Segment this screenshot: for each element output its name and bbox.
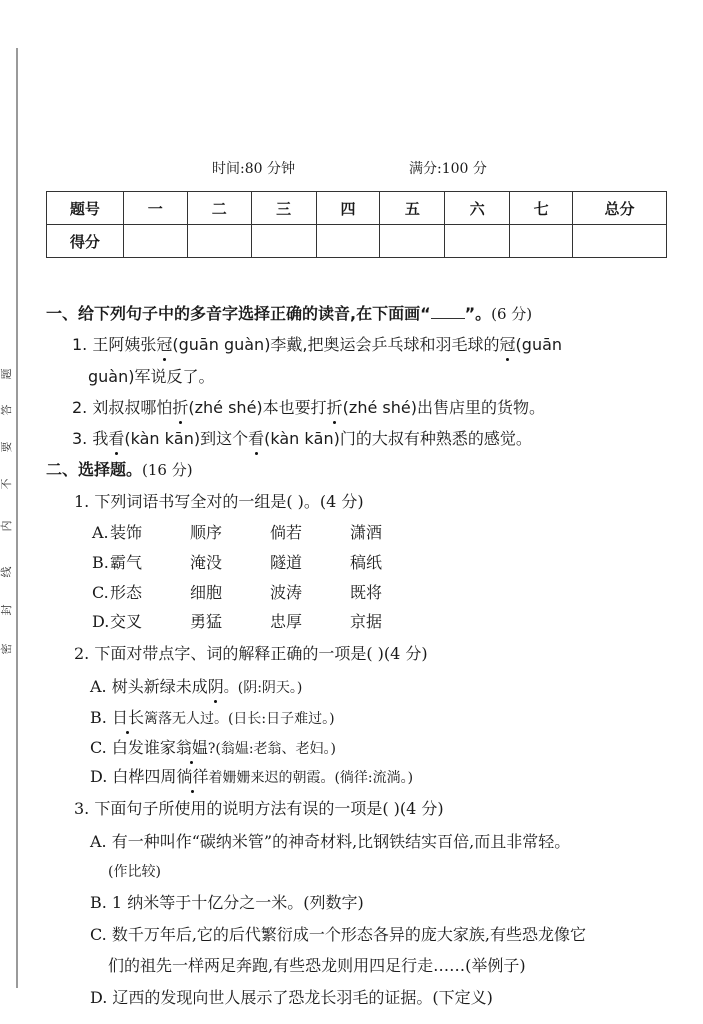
s2-q2-stem: 2. 下面对带点字、词的解释正确的一项是( )(4 分) bbox=[74, 644, 428, 663]
score-cell[interactable] bbox=[573, 225, 667, 258]
option-label: B. bbox=[92, 553, 109, 572]
score-cell[interactable] bbox=[316, 225, 380, 258]
underline-sample bbox=[431, 304, 465, 319]
option-word: 波涛 bbox=[270, 583, 303, 602]
header-cell: 三 bbox=[251, 192, 316, 225]
section2-title-text: 二、选择题。 bbox=[46, 460, 143, 479]
header-cell: 一 bbox=[123, 192, 187, 225]
dotted-char: 冠 bbox=[499, 335, 516, 354]
text: ?(翁媪:老翁、老妇。) bbox=[207, 741, 337, 757]
score-table-score-row bbox=[47, 225, 667, 258]
s2-q1-option-a[interactable] bbox=[92, 523, 430, 543]
s2-q3-option-a[interactable]: A. 有一种叫作“碳纳米管”的神奇材料,比钢铁结实百倍,而且非常轻。 bbox=[90, 832, 571, 851]
text: 1. 王阿姨张 bbox=[72, 335, 157, 354]
exam-time: 时间:80 分钟 bbox=[212, 161, 295, 177]
binding-margin-line bbox=[16, 48, 18, 988]
section1-title-text: 一、给下列句子中的多音字选择正确的读音,在下面画“ bbox=[46, 304, 431, 323]
score-cell[interactable] bbox=[187, 225, 251, 258]
option-word: 倘若 bbox=[270, 523, 303, 542]
score-cell[interactable] bbox=[123, 225, 187, 258]
option-word: 淹没 bbox=[190, 553, 223, 572]
header-cell: 题号 bbox=[47, 192, 124, 225]
s2-q2-option-b[interactable] bbox=[90, 708, 335, 729]
option-word: 潇酒 bbox=[350, 523, 383, 542]
option-word: 勇猛 bbox=[190, 612, 223, 631]
seal-line-char: 密 bbox=[0, 643, 13, 655]
text: C. 白发谁家 bbox=[90, 738, 176, 757]
dotted-char: 阴 bbox=[207, 677, 224, 696]
header-cell: 四 bbox=[316, 192, 380, 225]
s2-q3-stem: 3. 下面句子所使用的说明方法有误的一项是( )(4 分) bbox=[74, 799, 444, 818]
seal-line-char: 题 bbox=[0, 368, 13, 380]
seal-line-char: 要 bbox=[0, 441, 13, 453]
score-table bbox=[46, 191, 667, 258]
seal-line-char: 内 bbox=[0, 520, 13, 532]
option-word: 装饰 bbox=[110, 523, 143, 542]
option-word: 京据 bbox=[350, 612, 383, 631]
s2-q3-option-d[interactable]: D. 辽西的发现向世人展示了恐龙长羽毛的证据。(下定义) bbox=[90, 988, 493, 1007]
section1-title bbox=[46, 304, 532, 324]
header-cell: 五 bbox=[380, 192, 445, 225]
option-word: 形态 bbox=[110, 583, 143, 602]
s2-q2-option-a[interactable] bbox=[90, 677, 302, 698]
seal-line-char: 封 bbox=[0, 604, 13, 616]
seal-line-char: 线 bbox=[0, 566, 13, 578]
row-label: 得分 bbox=[47, 225, 124, 258]
dotted-char: 折 bbox=[172, 398, 189, 417]
s2-q3-option-c-cont: 们的祖先一样两足奔跑,有些恐龙则用四足行走……(举例子) bbox=[108, 956, 526, 975]
text: A. 树头新绿未成 bbox=[90, 677, 208, 696]
dotted-char: 翁媪 bbox=[175, 738, 208, 757]
section2-score: (16 分) bbox=[142, 461, 193, 479]
text: 3. 我 bbox=[72, 429, 109, 448]
text: 着姗姗来迟的朝霞。(徜徉:流淌。) bbox=[208, 770, 414, 786]
score-cell[interactable] bbox=[445, 225, 510, 258]
dotted-char: 看 bbox=[248, 429, 265, 448]
text: (guān bbox=[515, 335, 563, 354]
header-cell: 七 bbox=[510, 192, 573, 225]
s2-q1-stem: 1. 下列词语书写全对的一组是( )。(4 分) bbox=[74, 492, 364, 511]
s2-q1-option-d[interactable] bbox=[92, 612, 430, 632]
text: (zhé shé)出售店里的货物。 bbox=[342, 398, 545, 417]
header-cell: 六 bbox=[445, 192, 510, 225]
s2-q3-option-c[interactable]: C. 数千万年后,它的后代繁衍成一个形态各异的庞大家族,有些恐龙像它 bbox=[90, 925, 587, 944]
header-cell: 二 bbox=[187, 192, 251, 225]
text: 篱落无人过。(日长:日子难过。) bbox=[143, 711, 335, 727]
option-word: 隧道 bbox=[270, 553, 303, 572]
text: 2. 刘叔叔哪怕 bbox=[72, 398, 173, 417]
text: B. bbox=[90, 708, 112, 727]
text: (kàn kān)门的大叔有种熟悉的感觉。 bbox=[264, 429, 532, 448]
score-cell[interactable] bbox=[251, 225, 316, 258]
section1-score: (6 分) bbox=[491, 305, 533, 323]
option-word: 忠厚 bbox=[270, 612, 303, 631]
s2-q1-option-b[interactable] bbox=[92, 553, 430, 573]
section1-title-end: ”。 bbox=[464, 304, 492, 323]
option-word: 顺序 bbox=[190, 523, 223, 542]
dotted-char: 日长 bbox=[111, 708, 144, 727]
option-word: 霸气 bbox=[110, 553, 143, 572]
s2-q3-option-a-cont: (作比较) bbox=[108, 864, 161, 880]
option-label: A. bbox=[92, 523, 109, 542]
score-cell[interactable] bbox=[380, 225, 445, 258]
s1-q1-line2: guàn)军说反了。 bbox=[88, 367, 215, 386]
header-cell: 总分 bbox=[573, 192, 667, 225]
option-word: 细胞 bbox=[190, 583, 223, 602]
score-cell[interactable] bbox=[510, 225, 573, 258]
s1-q1-line1 bbox=[72, 335, 562, 355]
text: 。(阴:阴天。) bbox=[223, 680, 303, 696]
s2-q2-option-d[interactable] bbox=[90, 767, 413, 788]
option-label: D. bbox=[92, 612, 110, 631]
option-label: C. bbox=[92, 583, 109, 602]
option-word: 既将 bbox=[350, 583, 383, 602]
option-word: 稿纸 bbox=[350, 553, 383, 572]
s1-q2 bbox=[72, 398, 545, 418]
section2-title bbox=[46, 460, 193, 480]
text: (guān guàn)李戴,把奥运会乒乓球和羽毛球的 bbox=[172, 335, 500, 354]
text: (kàn kān)到这个 bbox=[124, 429, 249, 448]
s2-q1-option-c[interactable] bbox=[92, 583, 430, 603]
option-word: 交叉 bbox=[110, 612, 143, 631]
seal-line-char: 不 bbox=[0, 478, 13, 490]
s2-q2-option-c[interactable] bbox=[90, 738, 336, 759]
text: D. 白桦四周 bbox=[90, 767, 177, 786]
score-table-header-row bbox=[47, 192, 667, 225]
text: (zhé shé)本也要打 bbox=[188, 398, 327, 417]
dotted-char: 看 bbox=[108, 429, 125, 448]
s1-q3 bbox=[72, 429, 532, 449]
dotted-char: 折 bbox=[326, 398, 343, 417]
exam-full-score: 满分:100 分 bbox=[409, 161, 487, 177]
seal-line-char: 答 bbox=[0, 404, 13, 416]
dotted-char: 徜徉 bbox=[176, 767, 209, 786]
dotted-char: 冠 bbox=[156, 335, 173, 354]
s2-q3-option-b[interactable]: B. 1 纳米等于十亿分之一米。(列数字) bbox=[90, 893, 364, 912]
